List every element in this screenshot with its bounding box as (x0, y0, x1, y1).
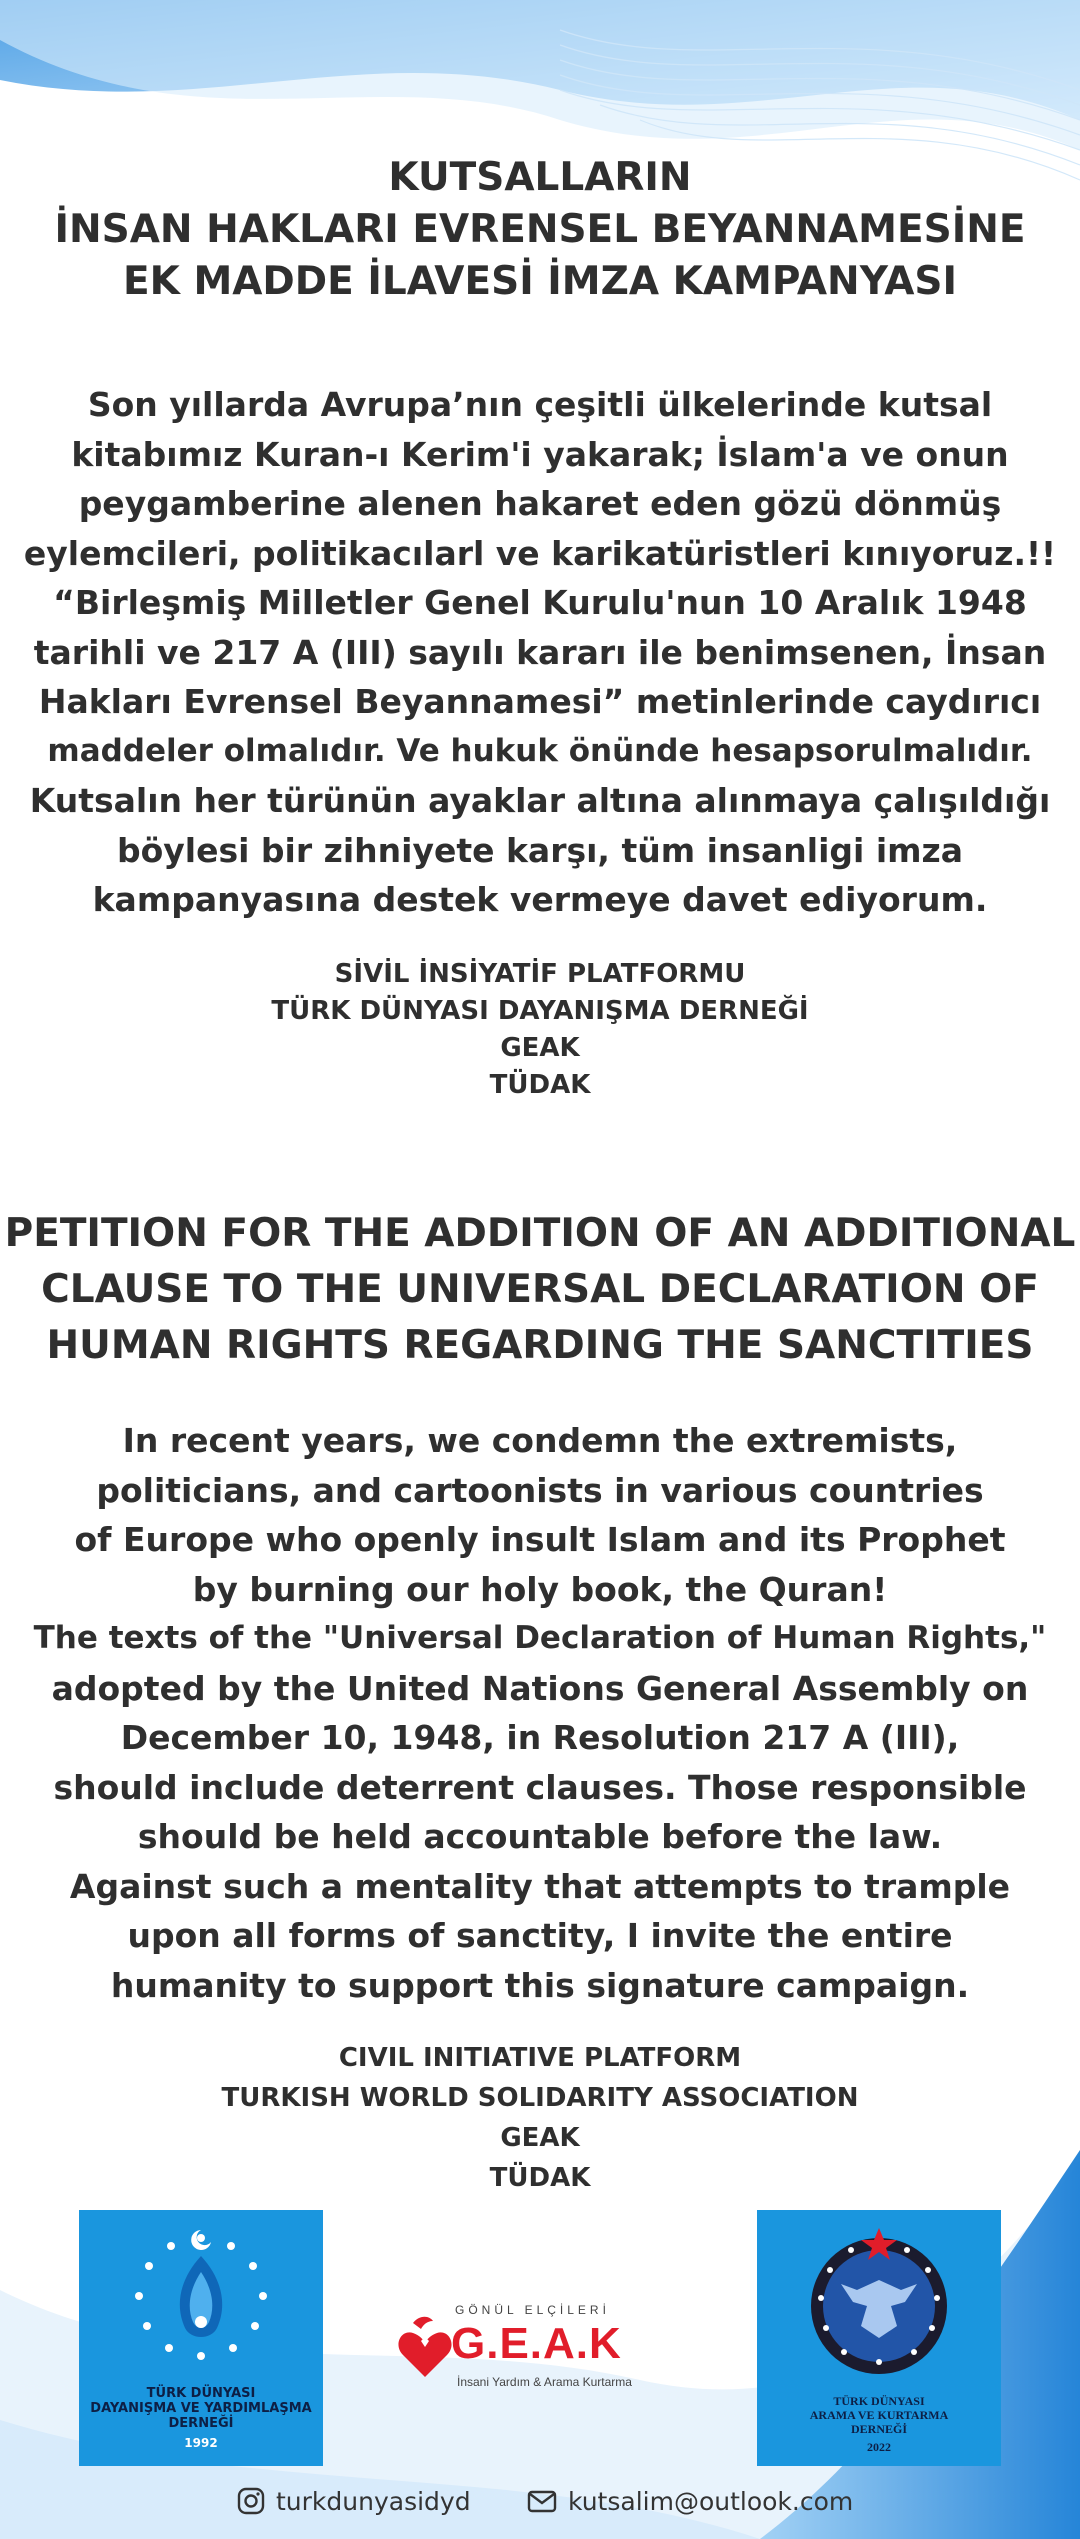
email-address: kutsalim@outlook.com (568, 2486, 854, 2516)
turkish-body (0, 380, 1080, 925)
signatory: CIVIL INITIATIVE PLATFORM (338, 2043, 742, 2073)
turkish-title-line: İNSAN HAKLARI EVRENSEL BEYANNAMESİNE (54, 207, 1026, 252)
turkish-body-line: Hakları Evrensel Beyannamesi” metinlerinde caydırıcı (38, 682, 1042, 721)
turkish-body-line: tarihli ve 217 A (III) sayılı kararı ile benimsenen, İnsan (33, 632, 1047, 672)
geak-logo (395, 2295, 685, 2405)
signatory: TURKISH WORLD SOLIDARITY ASSOCIATION (221, 2083, 859, 2113)
english-title-line: PETITION FOR THE ADDITION OF AN ADDITIONAL (4, 1211, 1076, 1256)
signatory: GEAK (500, 2123, 580, 2153)
geak-name: G.E.A.K (451, 2319, 622, 2368)
english-body-line: December 10, 1948, in Resolution 217 A (III), (120, 1718, 960, 1757)
logo-caption-line: TÜRK DÜNYASI (146, 2386, 256, 2401)
turkish-title-line: EK MADDE İLAVESİ İMZA KAMPANYASI (123, 259, 957, 304)
english-body-line: should be held accountable before the law. (137, 1817, 943, 1856)
logo-caption-line: ARAMA VE KURTARMA (809, 2408, 949, 2422)
turkish-body-line: böylesi bir zihniyete karşı, tüm insanligi imza (116, 830, 964, 870)
turk-dunyasi-arama-kurtarma-logo (757, 2210, 1001, 2466)
turk-dunyasi-dayanisma-logo (79, 2210, 323, 2466)
footer (0, 2480, 1080, 2530)
english-title-line: CLAUSE TO THE UNIVERSAL DECLARATION OF (41, 1267, 1039, 1312)
signatory: TÜRK DÜNYASI DAYANIŞMA DERNEĞİ (271, 996, 809, 1026)
geak-subtitle: İnsani Yardım & Arama Kurtarma (457, 2375, 632, 2389)
logo-year: 2022 (867, 2440, 891, 2454)
english-body-line: by burning our holy book, the Quran! (192, 1569, 888, 1609)
turkish-signatories (0, 956, 1080, 1104)
logo-caption-line: TÜRK DÜNYASI (833, 2394, 925, 2408)
signatory: TÜDAK (489, 1070, 591, 1100)
turkish-body-line: kampanyasına destek vermeye davet ediyorum. (92, 880, 988, 919)
turkish-body-line: “Birleşmiş Milletler Genel Kurulu'nun 10 Aralık 1948 (53, 583, 1027, 622)
signatory: GEAK (500, 1033, 580, 1063)
english-body-line: In recent years, we condemn the extremists, (122, 1421, 958, 1460)
signatory: TÜDAK (489, 2163, 591, 2193)
english-body-line: of Europe who openly insult Islam and its Prophet (74, 1520, 1006, 1559)
logo-caption-line: DERNEĞİ (168, 2416, 234, 2431)
turkish-title (0, 152, 1080, 308)
english-body-line: Against such a mentality that attempts to trample (69, 1866, 1011, 1906)
english-body (0, 1416, 1080, 2010)
turkish-body-line: kitabımız Kuran-ı Kerim'i yakarak; İslam'a ve onun (71, 434, 1009, 474)
turkish-body-line: eylemcileri, politikacılarl ve karikatüristleri kınıyoruz.!! (23, 533, 1057, 573)
dove-heart-icon (395, 2307, 455, 2387)
logo-caption-line: DERNEĞİ (850, 2422, 907, 2436)
turkish-body-line: maddeler olmalıdır. Ve hukuk önünde hesapsorulmalıdır. (47, 732, 1033, 769)
turkish-title-line: KUTSALLARIN (388, 155, 692, 200)
english-signatories (0, 2038, 1080, 2198)
english-body-line: should include deterrent clauses. Those responsible (53, 1767, 1027, 1807)
english-body-line: humanity to support this signature campaign. (110, 1965, 970, 2005)
geak-top-text: GÖNÜL ELÇİLERİ (455, 2303, 610, 2317)
turkish-body-line: peygamberine alenen hakaret eden gözü dönmüş (78, 484, 1002, 523)
logo-year: 1992 (184, 2436, 218, 2450)
mail-icon (526, 2486, 558, 2516)
logo-caption-line: DAYANIŞMA VE YARDIMLAŞMA (90, 2401, 312, 2416)
signatory: SİVİL İNSİYATİF PLATFORMU (334, 959, 746, 989)
turkish-body-line: Son yıllarda Avrupa’nın çeşitli ülkelerinde kutsal (87, 385, 993, 424)
english-body-line: The texts of the "Universal Declaration of Human Rights," (33, 1620, 1047, 1656)
english-title-line: HUMAN RIGHTS REGARDING THE SANCTITIES (46, 1323, 1034, 1368)
english-title (0, 1206, 1080, 1374)
english-body-line: upon all forms of sanctity, I invite the entire (127, 1916, 953, 1955)
email-contact[interactable] (526, 2486, 853, 2516)
instagram-icon (236, 2486, 266, 2516)
turkish-body-line: Kutsalın her türünün ayaklar altına alınmaya çalışıldığı (29, 781, 1051, 820)
english-body-line: adopted by the United Nations General Assembly on (51, 1668, 1029, 1708)
instagram-contact[interactable] (236, 2486, 471, 2516)
english-body-line: politicians, and cartoonists in various countries (96, 1470, 984, 1510)
instagram-handle: turkdunyasidyd (276, 2486, 471, 2516)
